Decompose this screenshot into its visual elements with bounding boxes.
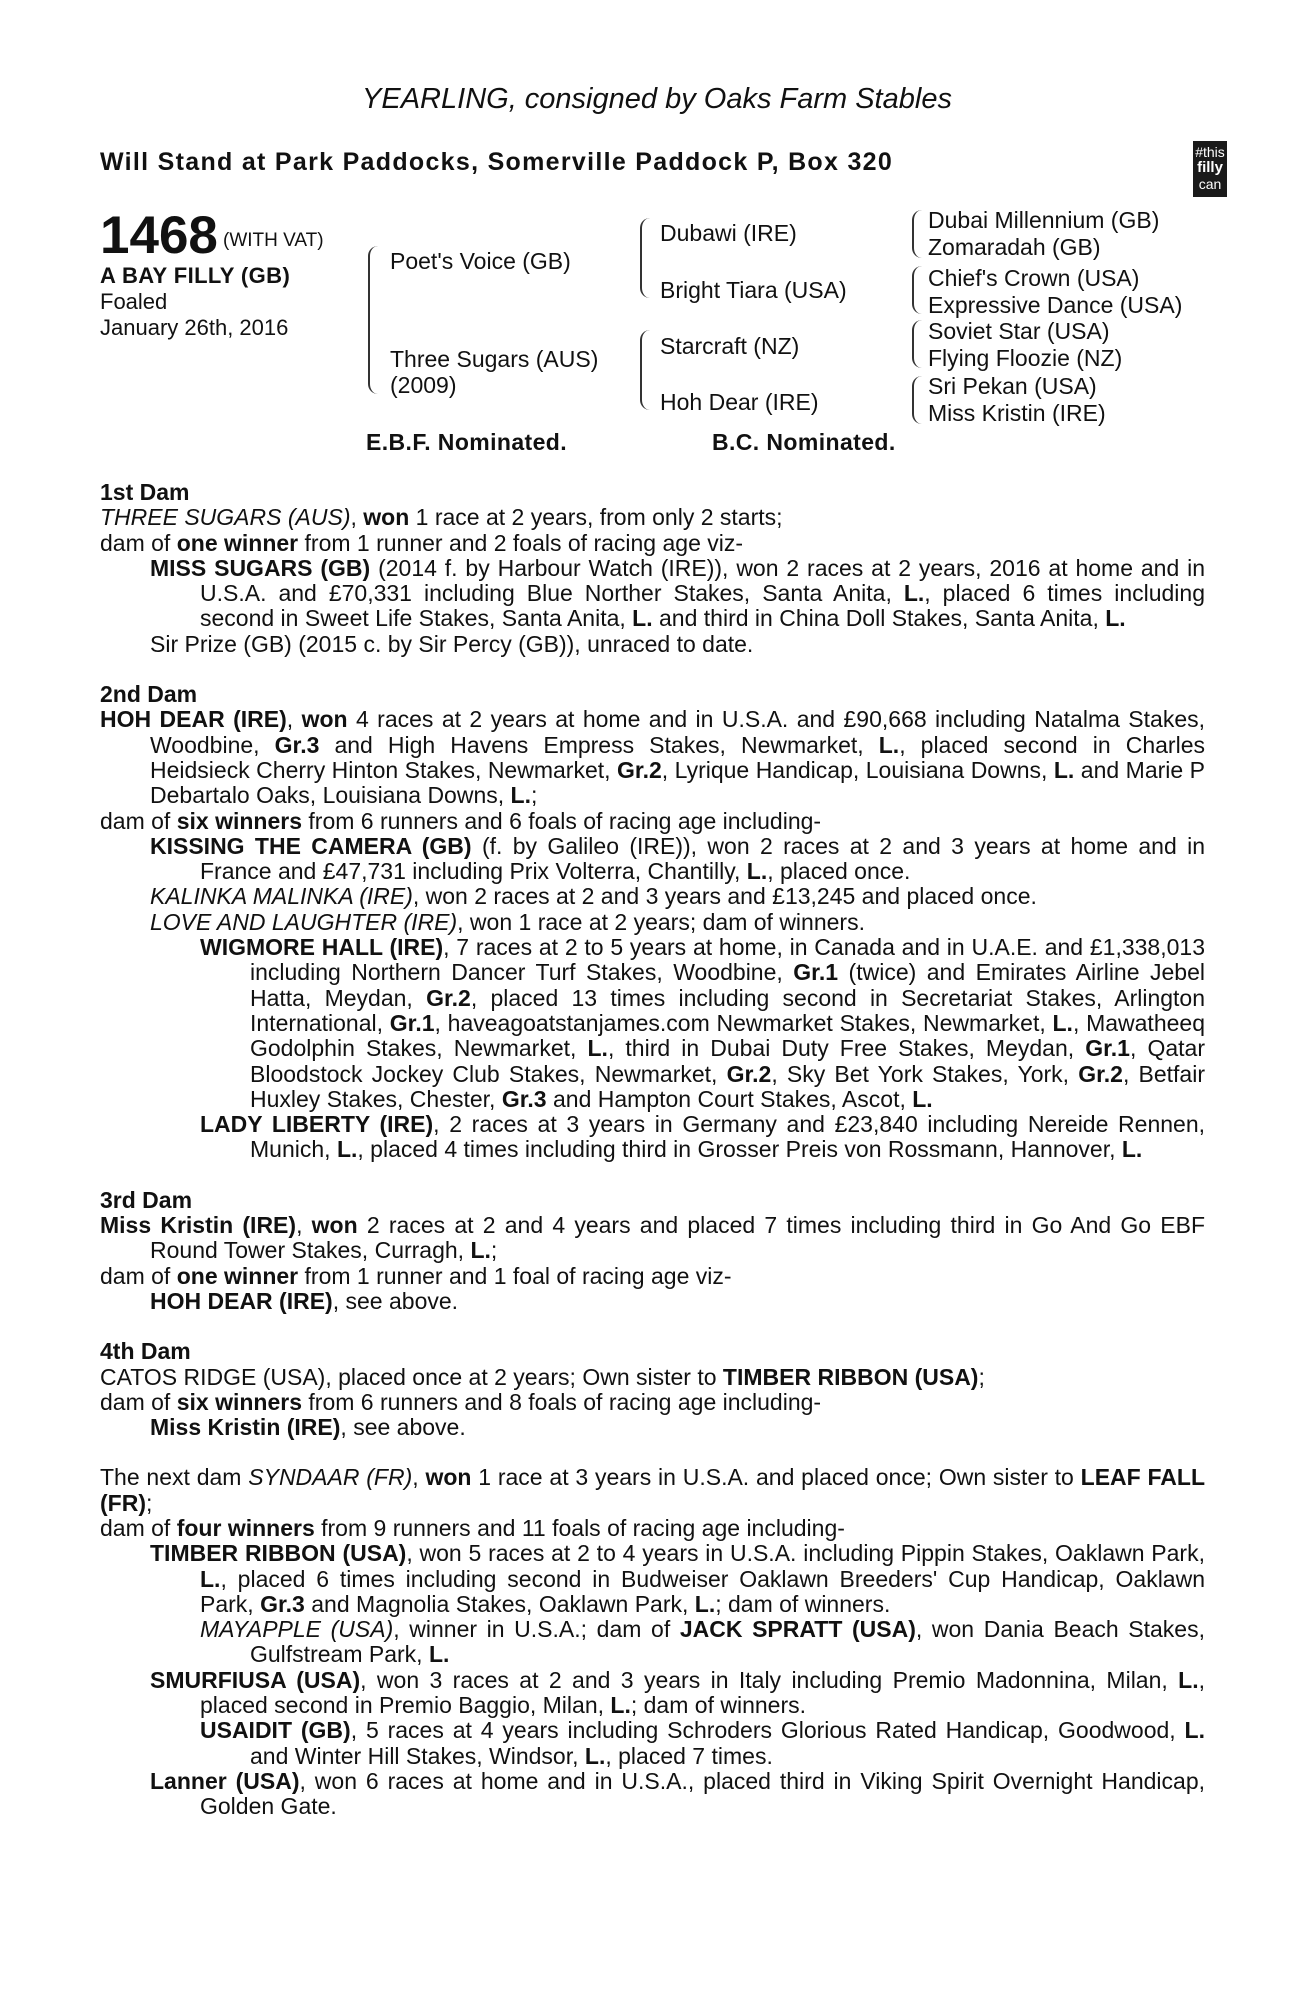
ebf-nominated: E.B.F. Nominated. <box>366 429 568 455</box>
dam-dam-sire: Sri Pekan (USA) <box>928 373 1097 399</box>
lot-info <box>100 263 290 341</box>
produce-smurfiusa: SMURFIUSA (USA), won 3 races at 2 and 3 years in Italy including Premio Madonnina, Milan, L., placed second in Premio Baggio, Milan, L.; dam of winners. <box>150 1666 1206 1719</box>
fourth-dam-produce-summary: dam of six winners from 6 runners and 8 foals of racing age including- <box>100 1388 822 1415</box>
pedigree-brace <box>912 266 922 314</box>
logo-line-1: #this <box>1195 144 1225 160</box>
sire-sire: Dubawi (IRE) <box>660 220 797 246</box>
next-dam-record: The next dam SYNDAAR (FR), won 1 race at 3 years in U.S.A. and placed once; Own sister to LEAF FALL (FR); <box>100 1464 1205 1516</box>
second-dam-record: HOH DEAR (IRE), won 4 races at 2 years at home and in U.S.A. and £90,668 including Natalma Stakes, Woodbine, Gr.3 and High Havens Empress Stakes, Newmarket, L., placed second in Charles Heidsieck Cherry Hinton Stakes, Newmarket, Gr.2, Lyrique Handicap, Louisiana Downs, L. and Marie P Debartalo Oaks, Louisiana Downs, L.; <box>100 706 1205 809</box>
first-dam-record: THREE SUGARS (AUS), won 1 race at 2 years, from only 2 starts; <box>100 504 783 531</box>
third-dam-record: Miss Kristin (IRE), won 2 races at 2 and 4 years and placed 7 times including third in Go And Go EBF Round Tower Stakes, Curragh, L.; <box>100 1212 1205 1264</box>
produce-kissing-the-camera: KISSING THE CAMERA (GB) (f. by Galileo (IRE)), won 2 races at 2 and 3 years at home and in France and £47,731 including Prix Volterra, Chantilly, L., placed once. <box>150 832 1206 885</box>
logo-line-3: can <box>1198 176 1222 192</box>
sire-sire-dam: Zomaradah (GB) <box>928 234 1101 260</box>
dam-sire-sire: Soviet Star (USA) <box>928 318 1110 344</box>
dam-line-1: Three Sugars (AUS) <box>390 346 599 372</box>
sire-sire-sire: Dubai Millennium (GB) <box>928 207 1160 233</box>
sire-dam: Bright Tiara (USA) <box>660 277 847 303</box>
produce-kalinka-malinka: KALINKA MALINKA (IRE), won 2 races at 2 and 3 years and £13,245 and placed once. <box>150 883 1037 910</box>
pedigree-brace <box>912 210 922 258</box>
first-dam-name: THREE SUGARS (AUS) <box>100 504 351 531</box>
dam-dam-dam: Miss Kristin (IRE) <box>928 400 1106 426</box>
third-dam-heading: 3rd Dam <box>100 1186 193 1213</box>
pedigree-brace <box>912 320 922 368</box>
sire-dam-sire: Chief's Crown (USA) <box>928 265 1140 291</box>
pedigree-brace <box>368 246 380 394</box>
consignment-banner: YEARLING, consigned by Oaks Farm Stables <box>362 83 952 115</box>
produce-lady-liberty: LADY LIBERTY (IRE), 2 races at 3 years in Germany and £23,840 including Nereide Rennen, Munich, L., placed 4 times including third in Grosser Preis von Rossmann, Hannover, L. <box>200 1111 1206 1163</box>
stand-location: Will Stand at Park Paddocks, Somerville Paddock P, Box 320 <box>100 148 894 176</box>
dam-line-2: (2009) <box>390 372 457 398</box>
produce-miss-kristin: Miss Kristin (IRE), see above. <box>150 1414 466 1441</box>
logo-line-2: filly <box>1197 159 1223 176</box>
lot-title: A BAY FILLY (GB) <box>100 263 291 288</box>
first-dam-produce-summary: dam of one winner from 1 runner and 2 foals of racing age viz- <box>100 529 744 556</box>
third-dam-produce-summary: dam of one winner from 1 runner and 1 foal of racing age viz- <box>100 1262 732 1289</box>
fourth-dam-record: CATOS RIDGE (USA), placed once at 2 years; Own sister to TIMBER RIBBON (USA); <box>100 1363 985 1390</box>
bc-nominated: B.C. Nominated. <box>712 429 896 455</box>
produce-love-and-laughter: LOVE AND LAUGHTER (IRE), won 1 race at 2 years; dam of winners. <box>150 908 865 935</box>
produce-timber-ribbon: TIMBER RIBBON (USA), won 5 races at 2 to 4 years in U.S.A. including Pippin Stakes, Oaklawn Park, L., placed 6 times including second in Budweiser Oaklawn Breeders' Cup Handicap, Oaklawn Park, Gr.3 and Magnolia Stakes, Oaklawn Park, L.; dam of winners. <box>150 1540 1205 1617</box>
second-dam-produce-summary: dam of six winners from 6 runners and 6 foals of racing age including- <box>100 807 822 834</box>
produce-hoh-dear: HOH DEAR (IRE), see above. <box>150 1287 459 1314</box>
pedigree-brace <box>640 330 652 410</box>
dam-sire-dam: Flying Floozie (NZ) <box>928 345 1123 371</box>
pedigree-brace <box>912 376 922 424</box>
fourth-dam-heading: 4th Dam <box>100 1338 191 1365</box>
first-dam-heading: 1st Dam <box>100 479 190 505</box>
this-filly-can-logo <box>1193 141 1227 197</box>
next-dam-produce-summary: dam of four winners from 9 runners and 11 foals of racing age including- <box>100 1514 845 1541</box>
produce-lanner: Lanner (USA), won 6 races at home and in U.S.A., placed third in Viking Spirit Overnight Handicap, Golden Gate. <box>150 1767 1205 1820</box>
dam-dam: Hoh Dear (IRE) <box>660 389 819 415</box>
produce-usaidit: USAIDIT (GB), 5 races at 4 years including Schroders Glorious Rated Handicap, Goodwood, L. and Winter Hill Stakes, Windsor, L., placed 7 times. <box>200 1717 1205 1769</box>
foaled-label: Foaled <box>100 289 168 314</box>
produce-sir-prize: Sir Prize (GB) (2015 c. by Sir Percy (GB)), unraced to date. <box>150 630 754 657</box>
lot-number: 1468 <box>100 206 218 265</box>
sire-dam-dam: Expressive Dance (USA) <box>928 292 1183 318</box>
vat-note: (WITH VAT) <box>223 230 324 251</box>
pedigree-brace <box>640 218 652 298</box>
catalogue-body <box>100 480 1205 1820</box>
sire: Poet's Voice (GB) <box>390 248 571 274</box>
produce-mayapple: MAYAPPLE (USA), winner in U.S.A.; dam of JACK SPRATT (USA), won Dania Beach Stakes, Gulfstream Park, L. <box>200 1616 1205 1668</box>
produce-wigmore-hall: WIGMORE HALL (IRE), 7 races at 2 to 5 years at home, in Canada and in U.A.E. and £1,338,013 including Northern Dancer Turf Stakes, Woodbine, Gr.1 (twice) and Emirates Airline Jebel Hatta, Meydan, Gr.2, placed 13 times including second in Secretariat Stakes, Arlington International, Gr.1, haveagoatstanjames.com Newmarket Stakes, Newmarket, L., Mawatheeq Godolphin Stakes, Newmarket, L., third in Dubai Duty Free Stakes, Meydan, Gr.1, Qatar Bloodstock Jockey Club Stakes, Newmarket, Gr.2, Sky Bet York Stakes, York, Gr.2, Betfair Huxley Stakes, Chester, Gr.3 and Hampton Court Stakes, Ascot, L. <box>200 934 1206 1112</box>
second-dam-heading: 2nd Dam <box>100 681 198 708</box>
produce-miss-sugars: MISS SUGARS (GB) (2014 f. by Harbour Watch (IRE)), won 2 races at 2 years, 2016 at home and in U.S.A. and £70,331 including Blue Norther Stakes, Santa Anita, L., placed 6 times including second in Sweet Life Stakes, Santa Anita, L. and third in China Doll Stakes, Santa Anita, L. <box>150 554 1206 632</box>
dam-sire: Starcraft (NZ) <box>660 333 800 359</box>
foaled-date: January 26th, 2016 <box>100 315 289 340</box>
